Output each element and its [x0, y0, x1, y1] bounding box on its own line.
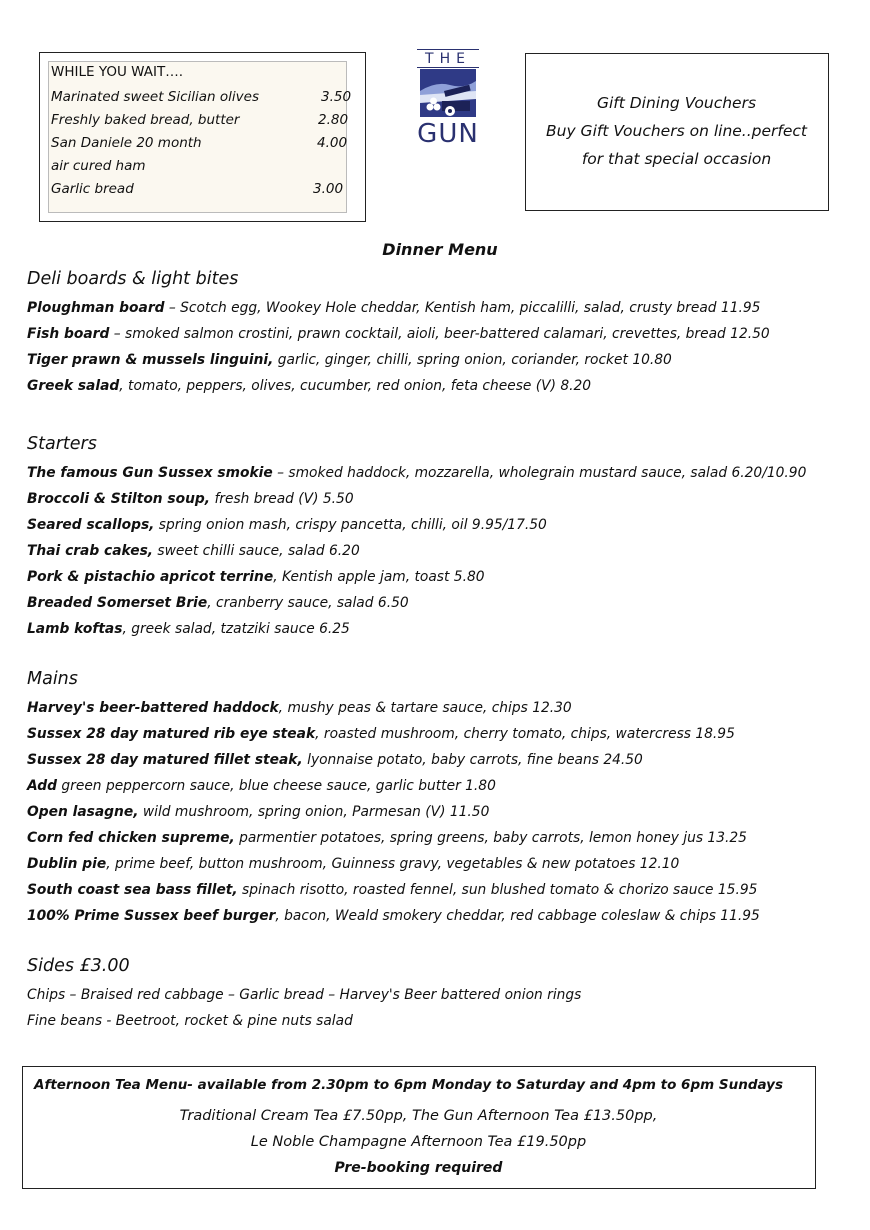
prebooking-note: Pre-booking required [334, 1160, 503, 1176]
voucher-line[interactable]: Buy Gift Vouchers on line..perfect [546, 122, 807, 140]
wait-item-name: Marinated sweet Sicilian olives [51, 89, 259, 105]
wait-item-name: air cured ham [51, 158, 146, 174]
menu-item [27, 882, 757, 898]
menu-item-name: Open lasagne, [27, 804, 139, 820]
the-gun-logo [417, 49, 479, 147]
menu-item-name: Breaded Somerset Brie [27, 595, 208, 611]
menu-item-name: The famous Gun Sussex smokie [27, 465, 273, 481]
menu-item-desc: , cranberry sauce, salad 6.50 [207, 595, 409, 611]
logo-bottom-text: GUN [417, 119, 479, 149]
menu-title: Dinner Menu [382, 240, 498, 259]
menu-item-name: Tiger prawn & mussels linguini, [27, 352, 274, 368]
menu-item-desc: sweet chilli sauce, salad 6.20 [153, 543, 360, 559]
menu-item-desc: parmentier potatoes, spring greens, baby carrots, lemon honey jus 13.25 [234, 830, 747, 846]
menu-item-name: Broccoli & Stilton soup, [27, 491, 211, 507]
menu-item-name: Dublin pie [27, 856, 107, 872]
logo-top-text: THE [425, 51, 471, 67]
menu-item [27, 326, 770, 342]
menu-item [27, 543, 360, 559]
afternoon-tea-title: Afternoon Tea Menu- available from 2.30pm to 6pm Monday to Saturday and 4pm to 6pm Sundays [34, 1077, 784, 1093]
menu-item [27, 465, 806, 481]
menu-item-name: 100% Prime Sussex beef burger [27, 908, 276, 924]
menu-item-name: Lamb koftas [27, 621, 123, 637]
menu-item-name: Greek salad [27, 378, 120, 394]
wait-item-price: 3.50 [321, 89, 352, 105]
while-you-wait-box [39, 52, 366, 222]
menu-item-desc: spinach risotto, roasted fennel, sun blushed tomato & chorizo sauce 15.95 [237, 882, 758, 898]
menu-item [27, 378, 591, 394]
afternoon-tea-line: Traditional Cream Tea £7.50pp, The Gun Afternoon Tea £13.50pp, [179, 1108, 658, 1124]
sides-line: Chips – Braised red cabbage – Garlic bread – Harvey's Beer battered onion rings [27, 987, 582, 1003]
menu-item-name: Add [27, 778, 58, 794]
menu-item [27, 300, 760, 316]
wait-item-price: 3.00 [313, 181, 344, 197]
menu-item [27, 352, 672, 368]
menu-item-desc: , prime beef, button mushroom, Guinness gravy, vegetables & new potatoes 12.10 [106, 856, 680, 872]
menu-item [27, 908, 760, 924]
section-title-mains: Mains [27, 669, 78, 689]
menu-item [27, 856, 679, 872]
wait-item-price: 2.80 [318, 112, 349, 128]
menu-item [27, 569, 485, 585]
menu-item [27, 726, 735, 742]
menu-item [27, 491, 354, 507]
menu-item-name: Fish board [27, 326, 110, 342]
wait-item [51, 89, 352, 105]
menu-item-desc: , tomato, peppers, olives, cucumber, red onion, feta cheese (V) 8.20 [119, 378, 592, 394]
menu-item-desc: , bacon, Weald smokery cheddar, red cabbage coleslaw & chips 11.95 [275, 908, 760, 924]
menu-item-name: Pork & pistachio apricot terrine [27, 569, 274, 585]
sides-line: Fine beans - Beetroot, rocket & pine nuts salad [27, 1013, 353, 1029]
menu-item-desc: – Scotch egg, Wookey Hole cheddar, Kentish ham, piccalilli, salad, crusty bread 11.95 [164, 300, 761, 316]
menu-item-name: South coast sea bass fillet, [27, 882, 238, 898]
menu-item-desc: spring onion mash, crispy pancetta, chilli, oil 9.95/17.50 [154, 517, 547, 533]
voucher-line: for that special occasion [581, 150, 772, 168]
wait-item [51, 158, 346, 174]
afternoon-tea-box [22, 1066, 816, 1189]
gift-voucher-box [525, 53, 829, 211]
while-you-wait-title: WHILE YOU WAIT…. [51, 64, 183, 80]
afternoon-tea-line: Le Noble Champagne Afternoon Tea £19.50pp [250, 1134, 587, 1150]
menu-item-desc: , roasted mushroom, cherry tomato, chips, watercress 18.95 [315, 726, 735, 742]
menu-item-desc: , Kentish apple jam, toast 5.80 [273, 569, 485, 585]
menu-item-desc: , greek salad, tzatziki sauce 6.25 [122, 621, 350, 637]
wait-item [51, 135, 346, 151]
menu-item [27, 621, 350, 637]
wait-item-name: San Daniele 20 month [51, 135, 202, 151]
logo-emblem-icon [420, 69, 476, 117]
wait-item-name: Freshly baked bread, butter [51, 112, 240, 128]
section-title-starters: Starters [27, 434, 97, 454]
menu-item-desc: – smoked haddock, mozzarella, wholegrain mustard sauce, salad 6.20/10.90 [272, 465, 807, 481]
menu-item-desc: – smoked salmon crostini, prawn cocktail, aioli, beer-battered calamari, crevettes, bread 12.50 [109, 326, 770, 342]
section-title-deli: Deli boards & light bites [27, 269, 239, 289]
menu-item-desc: garlic, ginger, chilli, spring onion, coriander, rocket 10.80 [273, 352, 672, 368]
menu-item-name: Thai crab cakes, [27, 543, 154, 559]
menu-item [27, 752, 643, 768]
menu-item-name: Harvey's beer-battered haddock [27, 700, 279, 716]
menu-item-name: Seared scallops, [27, 517, 155, 533]
menu-item [27, 804, 489, 820]
menu-item-name: Ploughman board [27, 300, 165, 316]
wait-item [51, 112, 349, 128]
wait-item-price: 4.00 [317, 135, 348, 151]
menu-item [27, 595, 409, 611]
section-title-sides: Sides £3.00 [27, 956, 130, 976]
menu-item-name: Sussex 28 day matured rib eye steak [27, 726, 316, 742]
menu-item-desc: wild mushroom, spring onion, Parmesan (V) 11.50 [138, 804, 490, 820]
menu-item-desc: fresh bread (V) 5.50 [210, 491, 354, 507]
menu-item-desc: lyonnaise potato, baby carrots, fine beans 24.50 [302, 752, 643, 768]
menu-item-desc: green peppercorn sauce, blue cheese sauce, garlic butter 1.80 [57, 778, 496, 794]
menu-item [27, 700, 572, 716]
menu-item [27, 778, 496, 794]
wait-item [51, 181, 346, 197]
menu-item-name: Sussex 28 day matured fillet steak, [27, 752, 303, 768]
menu-item [27, 830, 747, 846]
wait-item-name: Garlic bread [51, 181, 134, 197]
voucher-title: Gift Dining Vouchers [596, 94, 757, 112]
menu-item [27, 517, 547, 533]
menu-item-desc: , mushy peas & tartare sauce, chips 12.30 [278, 700, 572, 716]
menu-item-name: Corn fed chicken supreme, [27, 830, 235, 846]
